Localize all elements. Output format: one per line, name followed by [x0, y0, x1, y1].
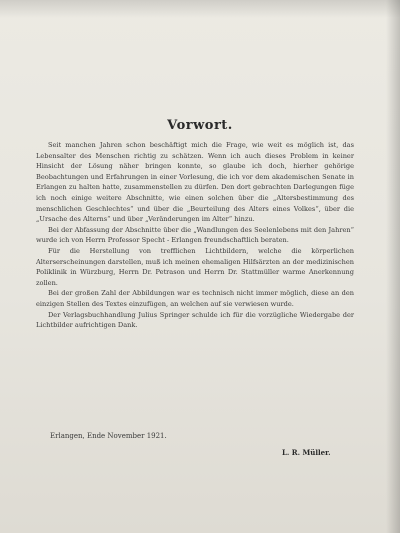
paragraph: Bei der Abfassung der Abschnitte über die „Wandlungen des Seelenlebens mit den Jahren“ wurde ich von Herrn Professor Specht - Erlangen freundschaftlich beraten.: [36, 225, 354, 245]
paragraph: Seit manchen Jahren schon beschäftigt mich die Frage, wie weit es möglich ist, das Lebensalter des Menschen richtig zu schätzen. Wenn ich auch dieses Problem in keiner Hinsicht der Lösung näher bringen konnte, so glaube ich doch, hierher gehörige Beobachtungen und Erfahrungen in einer Vorlesung, die ich vor dem akademischen Senate in Erlangen zu halten hatte, zusammenstellen zu dürfen. Den dort gebrachten Darlegungen füge ich noch einige weitere Abschnitte, wie einen solchen über die „Altersbestimmung des menschlichen Geschlechtes“ und über die „Beurteilung des Alters eines Volkes“, über die „Ursache des Alterns“ und über „Veränderungen im Alter“ hinzu.: [36, 141, 354, 224]
paragraph: Der Verlagsbuchhandlung Julius Springer schulde ich für die vorzügliche Wiedergabe der Lichtbilder aufrichtigen Dank.: [36, 310, 354, 330]
preface-body: [36, 140, 354, 331]
date-line: Erlangen, Ende November 1921.: [50, 432, 167, 440]
author-signature: L. R. Müller.: [282, 448, 331, 457]
paragraph: Bei der großen Zahl der Abbildungen war es technisch nicht immer möglich, diese an den einzigen Stellen des Textes einzufügen, an welchen auf sie verwiesen wurde.: [36, 289, 354, 308]
page-gutter-shadow: [386, 0, 400, 533]
paragraph: Für die Herstellung von trefflichen Lichtbildern, welche die körperlichen Alterserscheinungen darstellen, muß ich meinen ehemaligen Hilfsärzten an der medizinischen Poliklinik in Würzburg, Herrn Dr. Petrason und Herrn Dr. Stattmüller warme Anerkennung zollen.: [36, 246, 354, 287]
page-top-shadow: [0, 0, 400, 18]
page-title: Vorwort.: [167, 118, 233, 133]
